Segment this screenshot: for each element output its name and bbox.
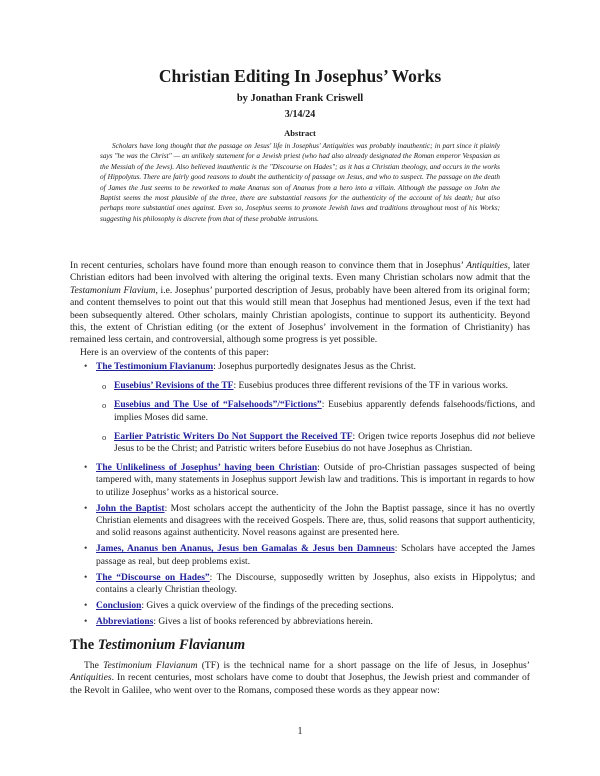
toc-link-john-baptist[interactable]: John the Baptist bbox=[96, 503, 165, 514]
list-item: • The Testimonium Flavianum: Josephus purportedly designates Jesus as the Christ. bbox=[83, 361, 535, 373]
list-item: • The Unlikeliness of Josephus’ having been Christian: Outside of pro-Christian passages suspected of being tampered with, many statements in Josephus support Jewish law and traditions. This is important in regards to how to utilize Josephus’ works as a historical source. bbox=[83, 462, 535, 499]
toc-link-james-ananus[interactable]: James, Ananus ben Ananus, Jesus ben Gamalas & Jesus ben Damneus bbox=[96, 544, 395, 555]
overview-line: Here is an overview of the contents of this paper: bbox=[80, 347, 269, 358]
page-number: 1 bbox=[297, 726, 303, 737]
toc-link-conclusion[interactable]: Conclusion bbox=[96, 601, 142, 612]
list-item: • Abbreviations: Gives a list of books referenced by abbreviations herein. bbox=[83, 616, 535, 628]
author-line: by Jonathan Frank Criswell bbox=[236, 93, 364, 104]
toc-link-eusebius-revisions[interactable]: Eusebius’ Revisions of the TF bbox=[114, 381, 234, 392]
paper-title: Christian Editing In Josephus’ Works bbox=[158, 66, 442, 86]
list-item: o Eusebius and The Use of “Falsehoods”/“Fictions”: Eusebius apparently defends falsehoods/fictions, and implies Moses did same. bbox=[101, 399, 535, 423]
list-item: • John the Baptist: Most scholars accept the authenticity of the John the Baptist passage, since it has no overtly Christian elements and disagrees with the received Gospels. There are, thus, solid reasons that support authenticity, and solid reasons against authenticity. Novel reasons against are presented here. bbox=[83, 503, 535, 540]
list-item: o Eusebius’ Revisions of the TF: Eusebius produces three different revisions of the TF in various works. bbox=[101, 380, 535, 392]
toc-link-testimonium[interactable]: The Testimonium Flavianum bbox=[96, 362, 214, 372]
date-line: 3/14/24 bbox=[284, 109, 316, 120]
toc-link-eusebius-falsehoods[interactable]: Eusebius and The Use of “Falsehoods”/“Fictions” bbox=[114, 400, 322, 411]
list-item: • James, Ananus ben Ananus, Jesus ben Gamalas & Jesus ben Damneus: Scholars have accepted the James passage as real, but deep problems exist. bbox=[83, 543, 535, 567]
toc-link-abbreviations[interactable]: Abbreviations bbox=[96, 617, 154, 628]
contents-list bbox=[83, 361, 535, 629]
toc-link-patristic-writers[interactable]: Earlier Patristic Writers Do Not Support the Received TF bbox=[114, 431, 353, 442]
section-heading: The Testimonium Flavianum bbox=[70, 637, 246, 653]
abstract-text: Scholars have long thought that the passage on Jesus' life in Josephus' Antiquities was probably inauthentic; in part since it plainly says "he was the Christ" — an unlikely statement for a Jewish priest (who had also already designated the Roman emperor Vespasian as the Messiah of the Jews). Also believed inauthentic is the "Discourse on Hades"; as it has a Christian theology, and occurs in the works of Hippolytus. There are fairly good reasons to doubt the authenticity of passage on Jesus, and who to suspect. The passage on the death of James the Just seems to be reworked to make Ananus son of Ananus from a hero into a villain. Although the passage on John the Baptist seems the most plausible of the three, there are substantial reasons for the authenticity of the account of his death; but also perhaps more substantial ones against. Even so, Josephus seems to promote Jewish laws and traditions throughout most of his Works; suggesting his philosophy is discrete from that of these probable intrusions. bbox=[100, 142, 500, 223]
section-paragraph: The Testimonium Flavianum (TF) is the technical name for a short passage on the life of Jesus, in Josephus’ Antiquities. In recent centuries, most scholars have come to doubt that Josephus, the Jewish priest and commander of the Revolt in Galilee, who went over to the Romans, composed these words as they appear now: bbox=[70, 660, 530, 696]
toc-link-unlikeliness[interactable]: The Unlikeliness of Josephus’ having been Christian bbox=[96, 463, 318, 474]
list-item: • The “Discourse on Hades”: The Discourse, supposedly written by Josephus, also exists in Hippolytus; and contains a clearly Christian theology. bbox=[83, 572, 535, 596]
intro-paragraph: In recent centuries, scholars have found more than enough reason to convince them that in Josephus’ Antiquities, later Christian editors had been involved with altering the original texts. Even many Christian scholars now admit that the Testamonium Flavium, i.e. Josephus’ purported description of Jesus, probably have been altered from its original form; and content themselves to point out that this would still mean that Josephus had mentioned Jesus, even if the text had been subsequently altered. Other scholars, mainly Christian apologists, continue to support its authenticity. Beyond this, the extent of Christian editing (or the extent of Josephus’ involvement in the formation of Christianity) has remained less certain, and controversial, although some progress is yet possible. bbox=[70, 260, 531, 346]
toc-link-discourse-hades[interactable]: The “Discourse on Hades” bbox=[96, 572, 210, 583]
list-item: o Earlier Patristic Writers Do Not Support the Received TF: Origen twice reports Josephus did not believe Jesus to be the Christ; and Patristic writers before Eusebius do not have Josephus as Christian. bbox=[101, 431, 535, 455]
abstract-heading: Abstract bbox=[284, 128, 316, 138]
list-item: • Conclusion: Gives a quick overview of the findings of the preceding sections. bbox=[83, 600, 535, 612]
